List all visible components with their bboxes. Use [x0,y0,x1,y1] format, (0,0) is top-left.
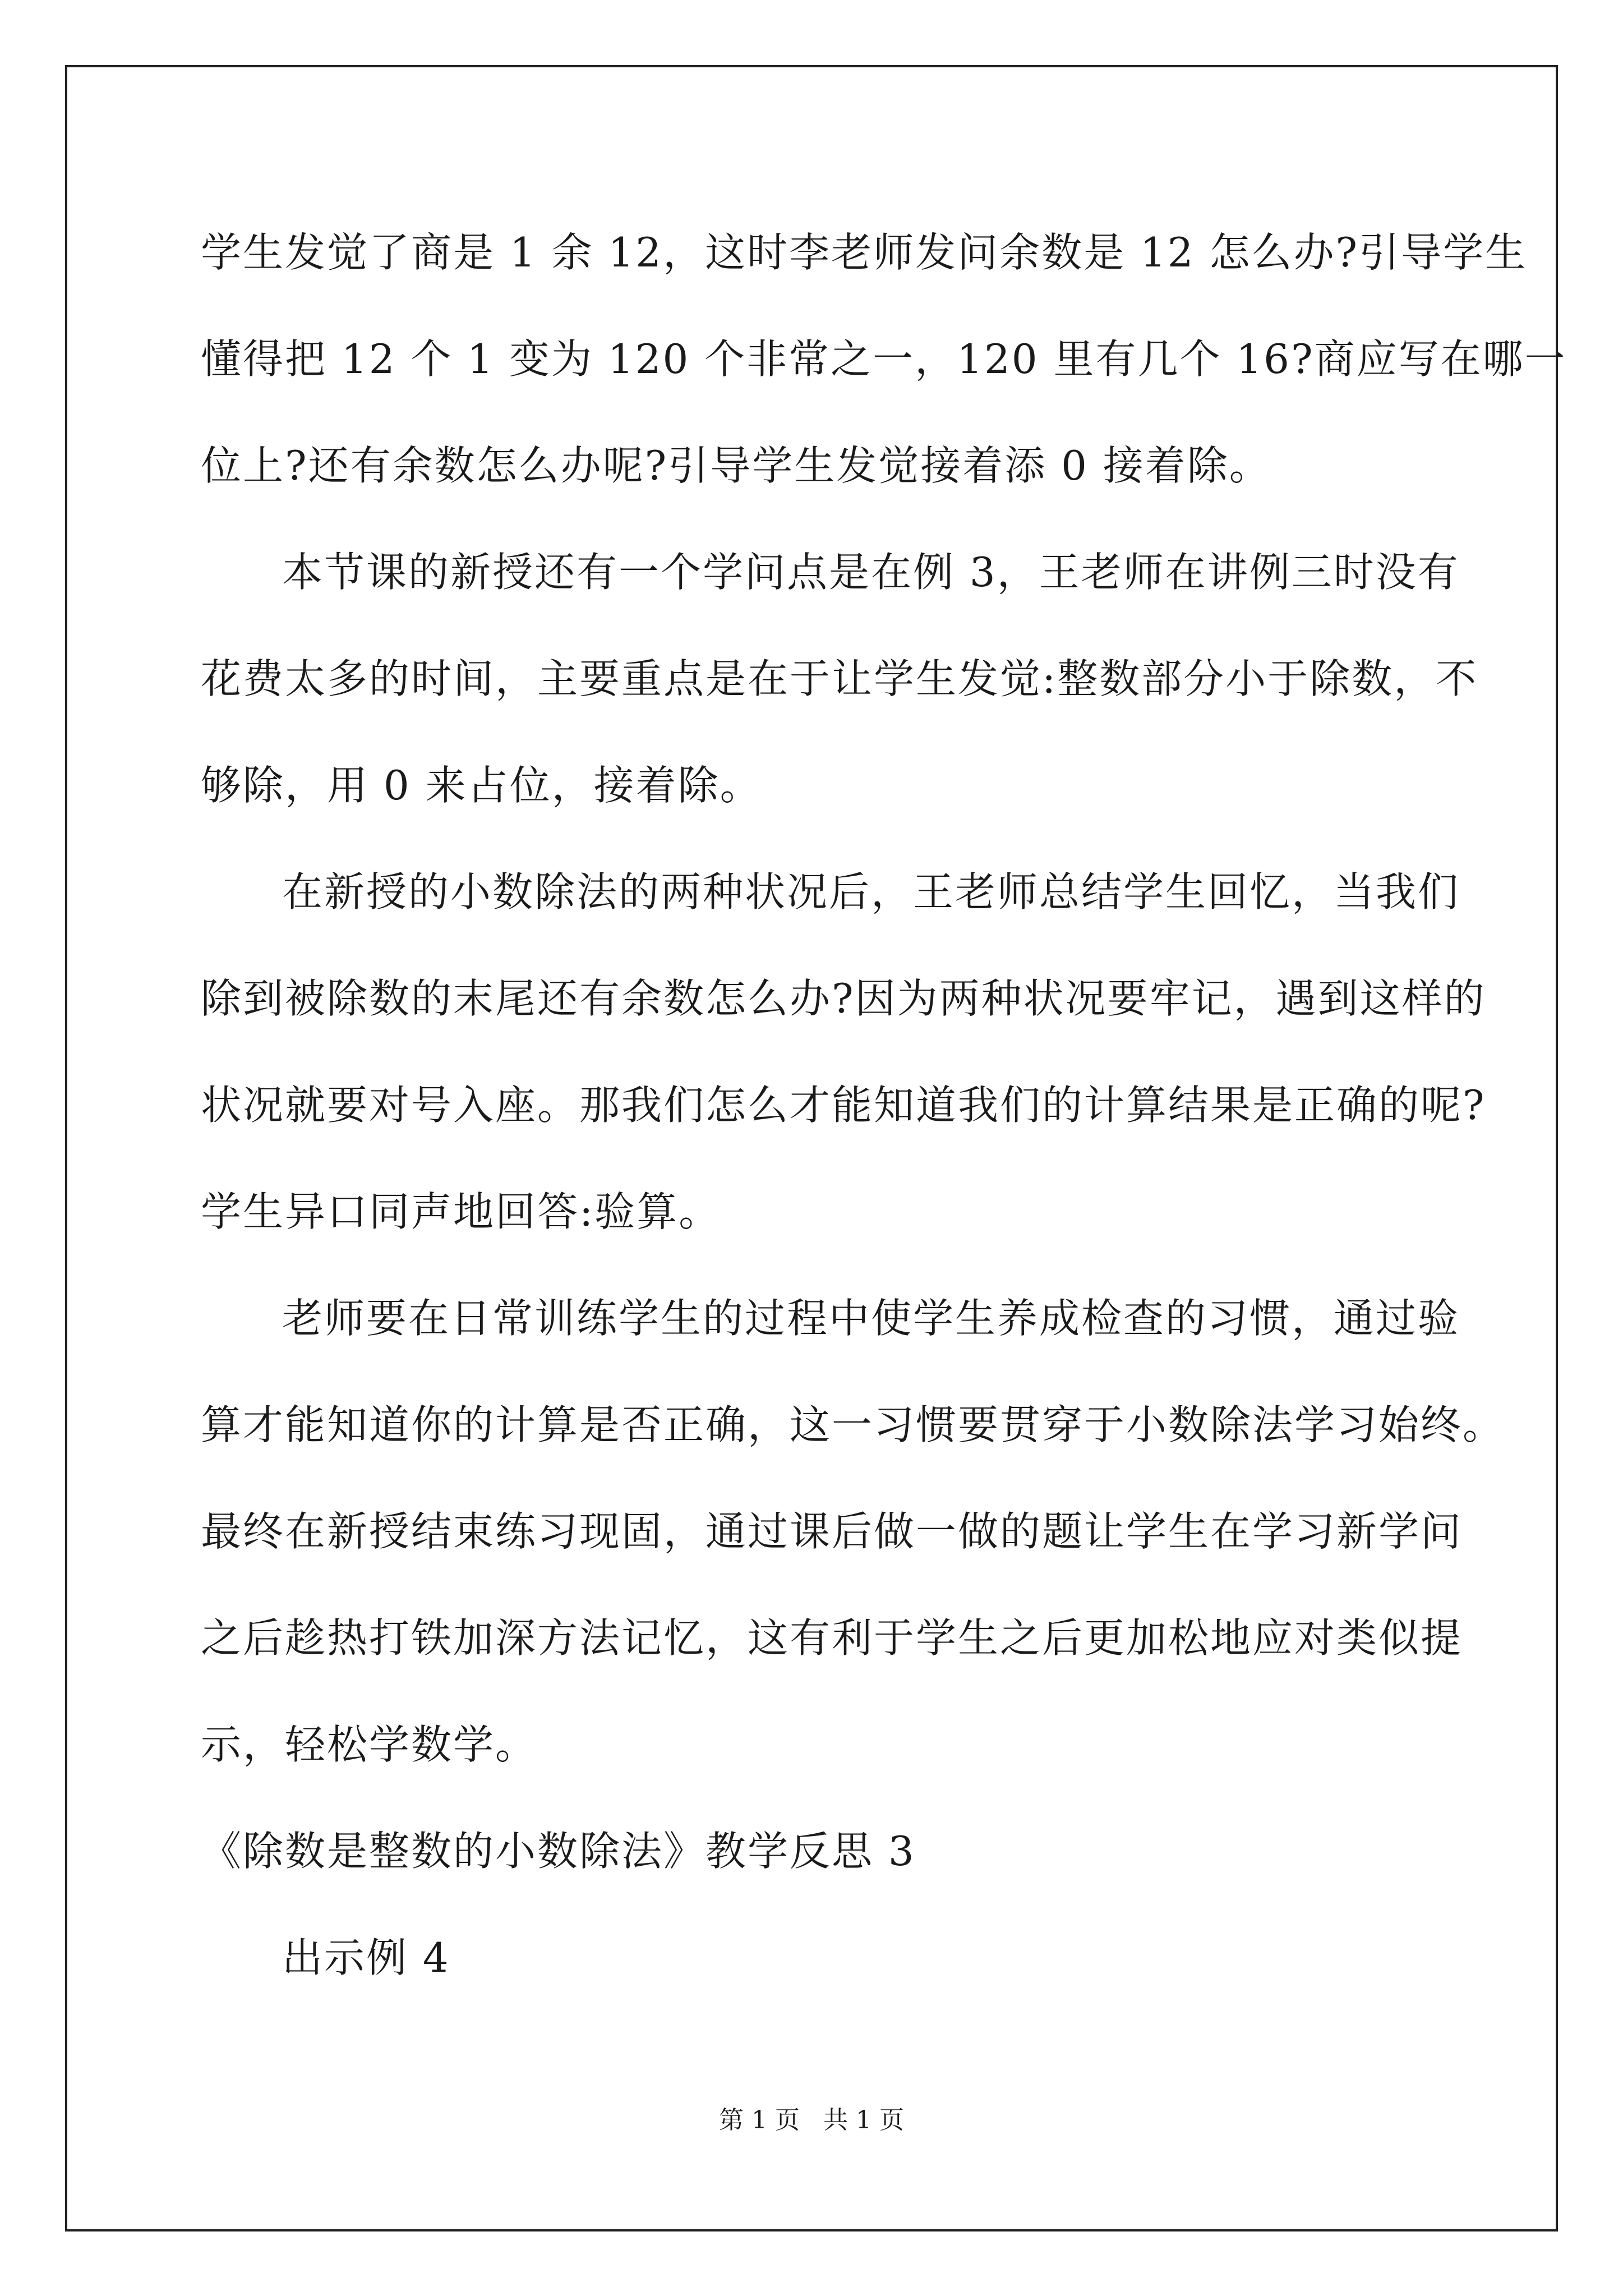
body-line-8: 除到被除数的末尾还有余数怎么办?因为两种状况要牢记，遇到这样的 [201,975,1486,1022]
body-line-5: 花费太多的时间，主要重点是在于让学生发觉:整数部分小于除数，不 [201,655,1478,702]
page-border [65,65,1558,2231]
body-line-4: 本节课的新授还有一个学问点是在例 3，王老师在讲例三时没有 [282,549,1460,596]
body-line-7: 在新授的小数除法的两种状况后，王老师总结学生回忆，当我们 [282,868,1460,915]
body-line-2: 懂得把 12 个 1 变为 120 个非常之一，120 里有几个 16?商应写在哪一 [201,335,1567,383]
body-line-3: 位上?还有余数怎么办呢?引导学生发觉接着添 0 接着除。 [201,442,1271,489]
body-line-9: 状况就要对号入座。那我们怎么才能知道我们的计算结果是正确的呢? [201,1082,1486,1129]
body-line-15: 示，轻松学数学。 [201,1721,538,1768]
body-line-1: 学生发觉了商是 1 余 12，这时李老师发问余数是 12 怎么办?引导学生 [201,229,1528,276]
body-line-12: 算才能知道你的计算是否正确，这一习惯要贯穿于小数除法学习始终。 [201,1401,1505,1448]
example-label: 出示例 4 [282,1934,450,1981]
section-title: 《除数是整数的小数除法》教学反思 3 [201,1828,916,1875]
page-footer: 第 1 页 共 1 页 [719,2106,904,2134]
body-line-11: 老师要在日常训练学生的过程中使学生养成检查的习惯，通过验 [282,1295,1460,1342]
body-line-13: 最终在新授结束练习现固，通过课后做一做的题让学生在学习新学问 [201,1508,1463,1555]
body-line-6: 够除，用 0 来占位，接着除。 [201,762,762,809]
body-line-10: 学生异口同声地回答:验算。 [201,1188,721,1235]
body-line-14: 之后趁热打铁加深方法记忆，这有利于学生之后更加松地应对类似提 [201,1614,1463,1662]
